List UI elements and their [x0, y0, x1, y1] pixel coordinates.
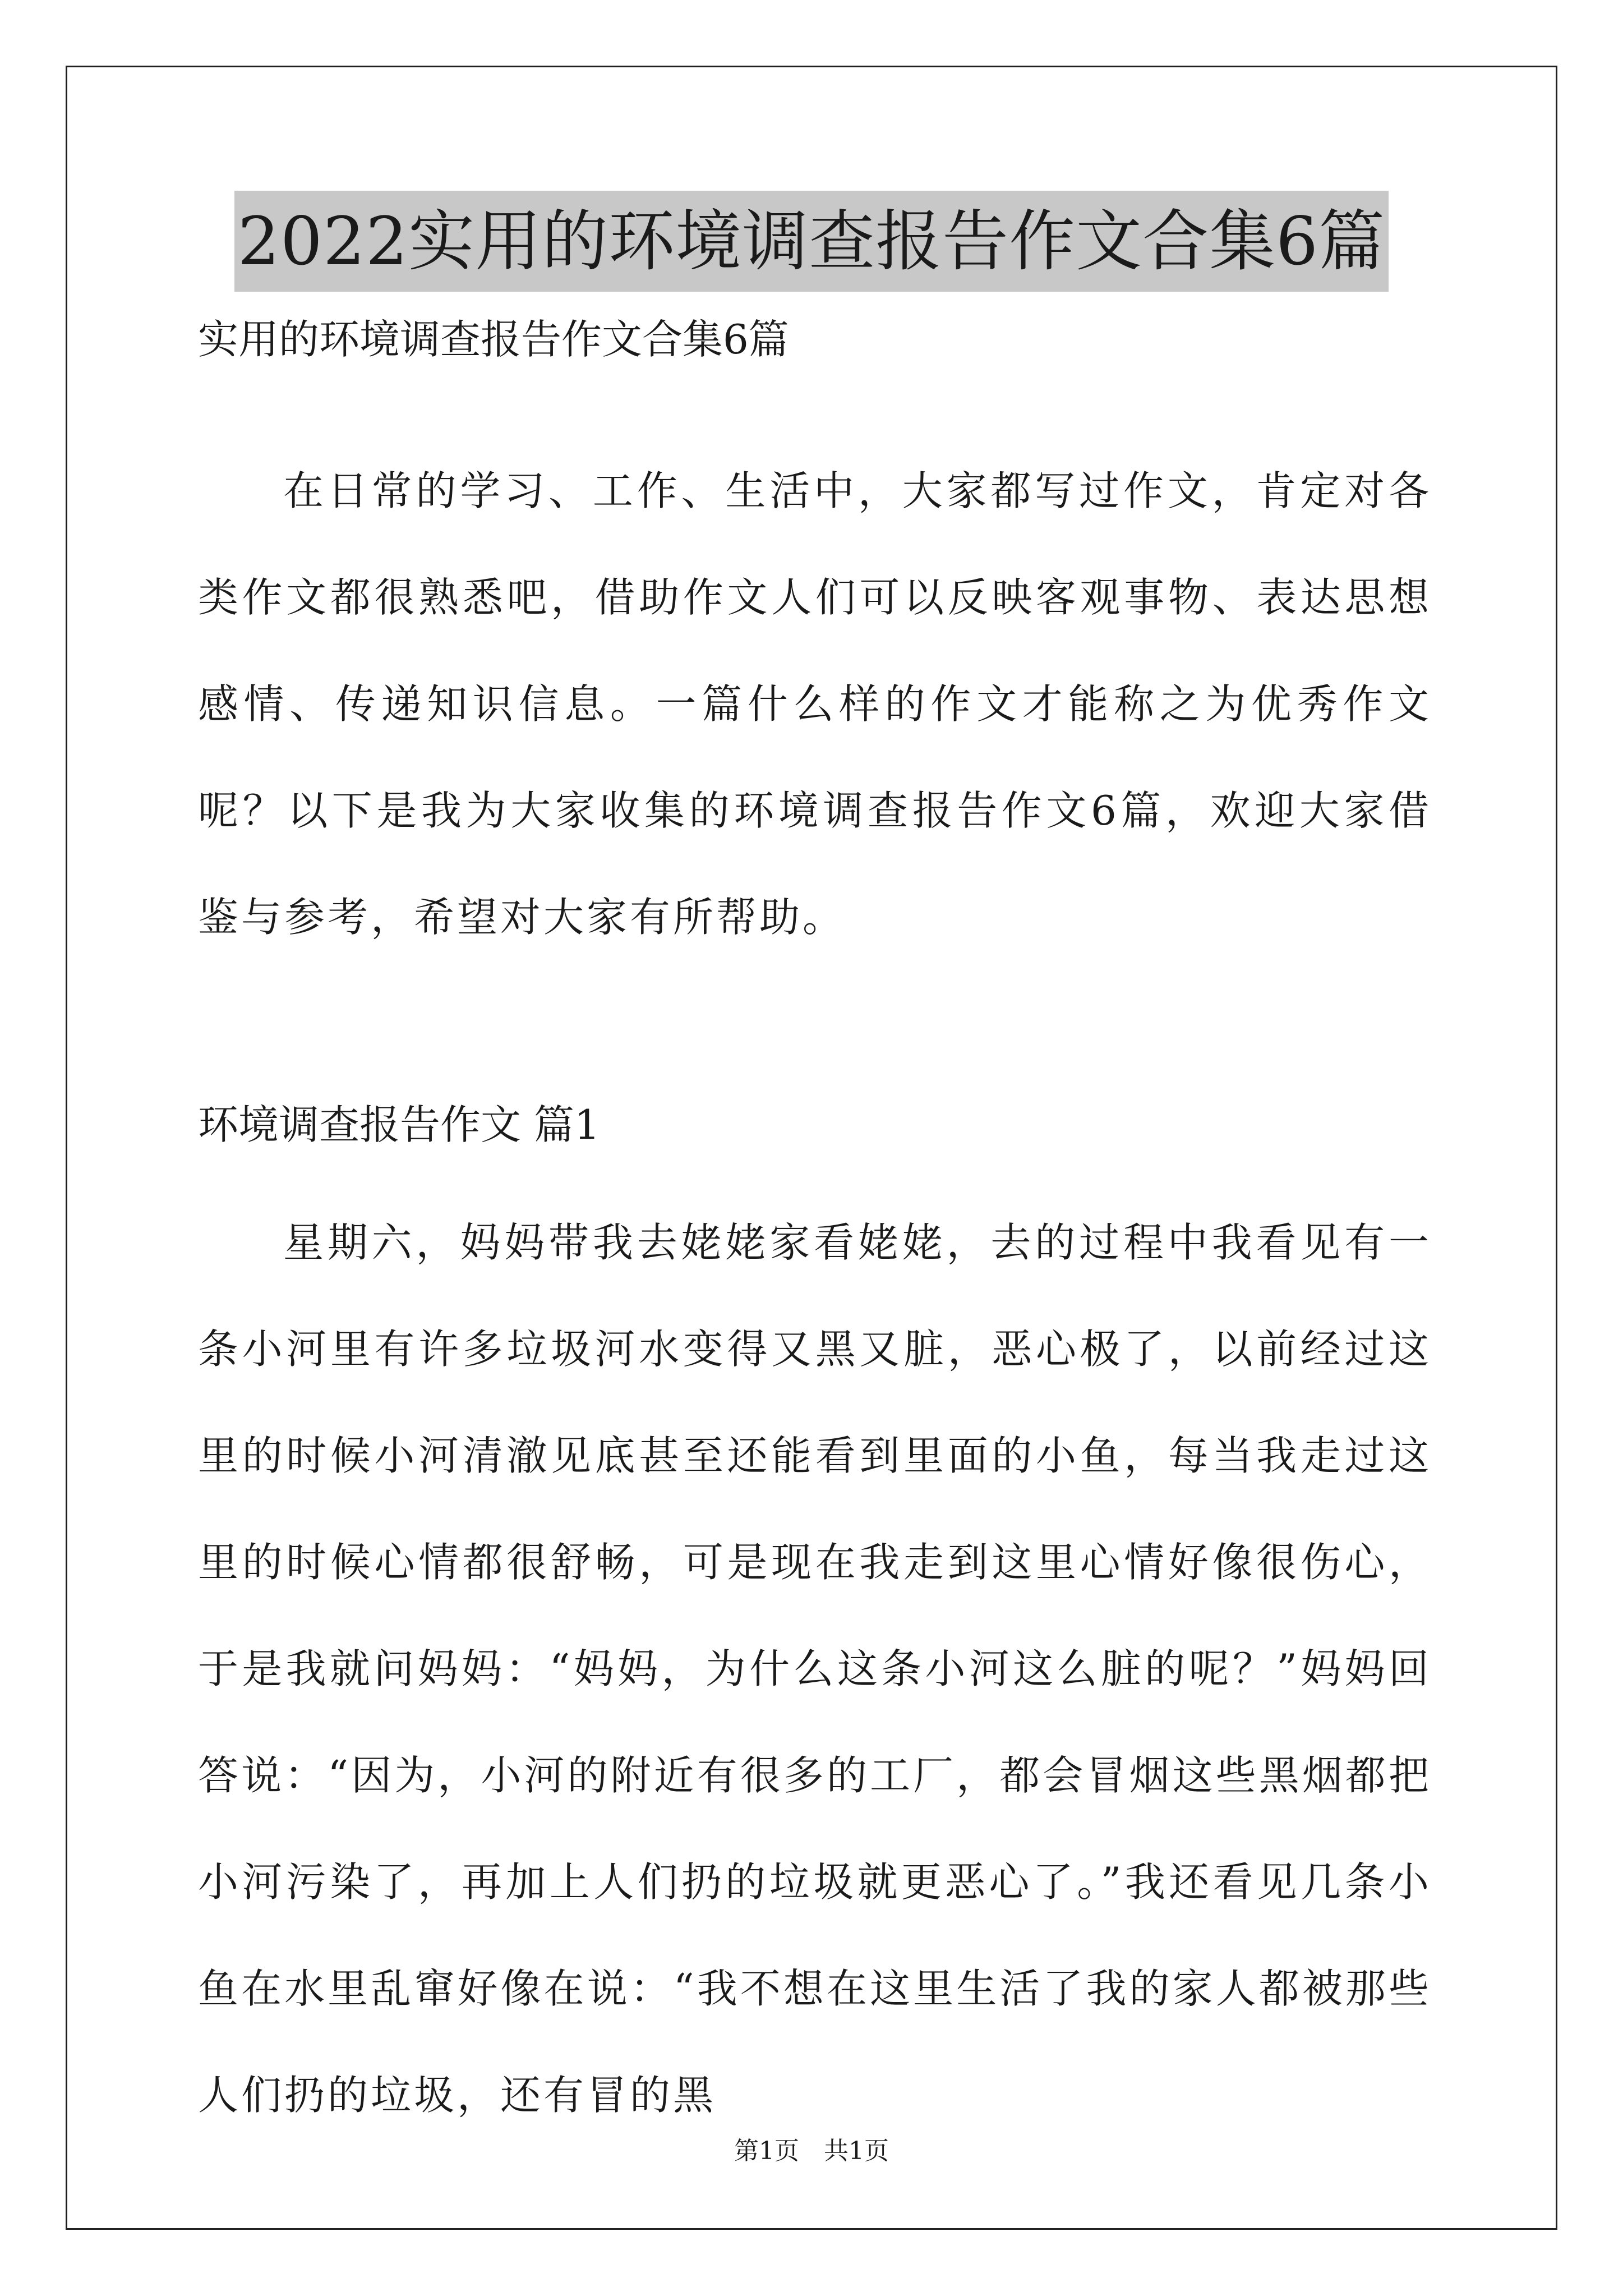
- section-heading: 环境调查报告作文 篇1: [198, 1101, 600, 1148]
- section-paragraph: 星期六，妈妈带我去姥姥家看姥姥，去的过程中我看见有一条小河里有许多垃圾河水变得又黑又脏，恶心极了，以前经过这里的时候小河清澈见底甚至还能看到里面的小鱼，每当我走过这里的时候心情都很舒畅，可是现在我走到这里心情好像很伤心，于是我就问妈妈：“妈妈，为什么这条小河这么脏的呢？”妈妈回答说：“因为，小河的附近有很多的工厂，都会冒烟这些黑烟都把小河污染了，再加上人们扔的垃圾就更恶心了。”我还看见几条小鱼在水里乱窜好像在说：“我不想在这里生活了我的家人都被那些人们扔的垃圾，还有冒的黑: [198, 1219, 1432, 2119]
- title-wrap: [0, 191, 1623, 292]
- document-subtitle: 实用的环境调查报告作文合集6篇: [198, 316, 789, 363]
- document-title: 2022实用的环境调查报告作文合集6篇: [234, 191, 1389, 292]
- intro-paragraph: 在日常的学习、工作、生活中，大家都写过作文，肯定对各类作文都很熟悉吧，借助作文人们可以反映客观事物、表达思想感情、传递知识信息。一篇什么样的作文才能称之为优秀作文呢？以下是我为大家收集的环境调查报告作文6篇，欢迎大家借鉴与参考，希望对大家有所帮助。: [198, 467, 1432, 941]
- page-footer: 第1页 共1页: [734, 2137, 889, 2165]
